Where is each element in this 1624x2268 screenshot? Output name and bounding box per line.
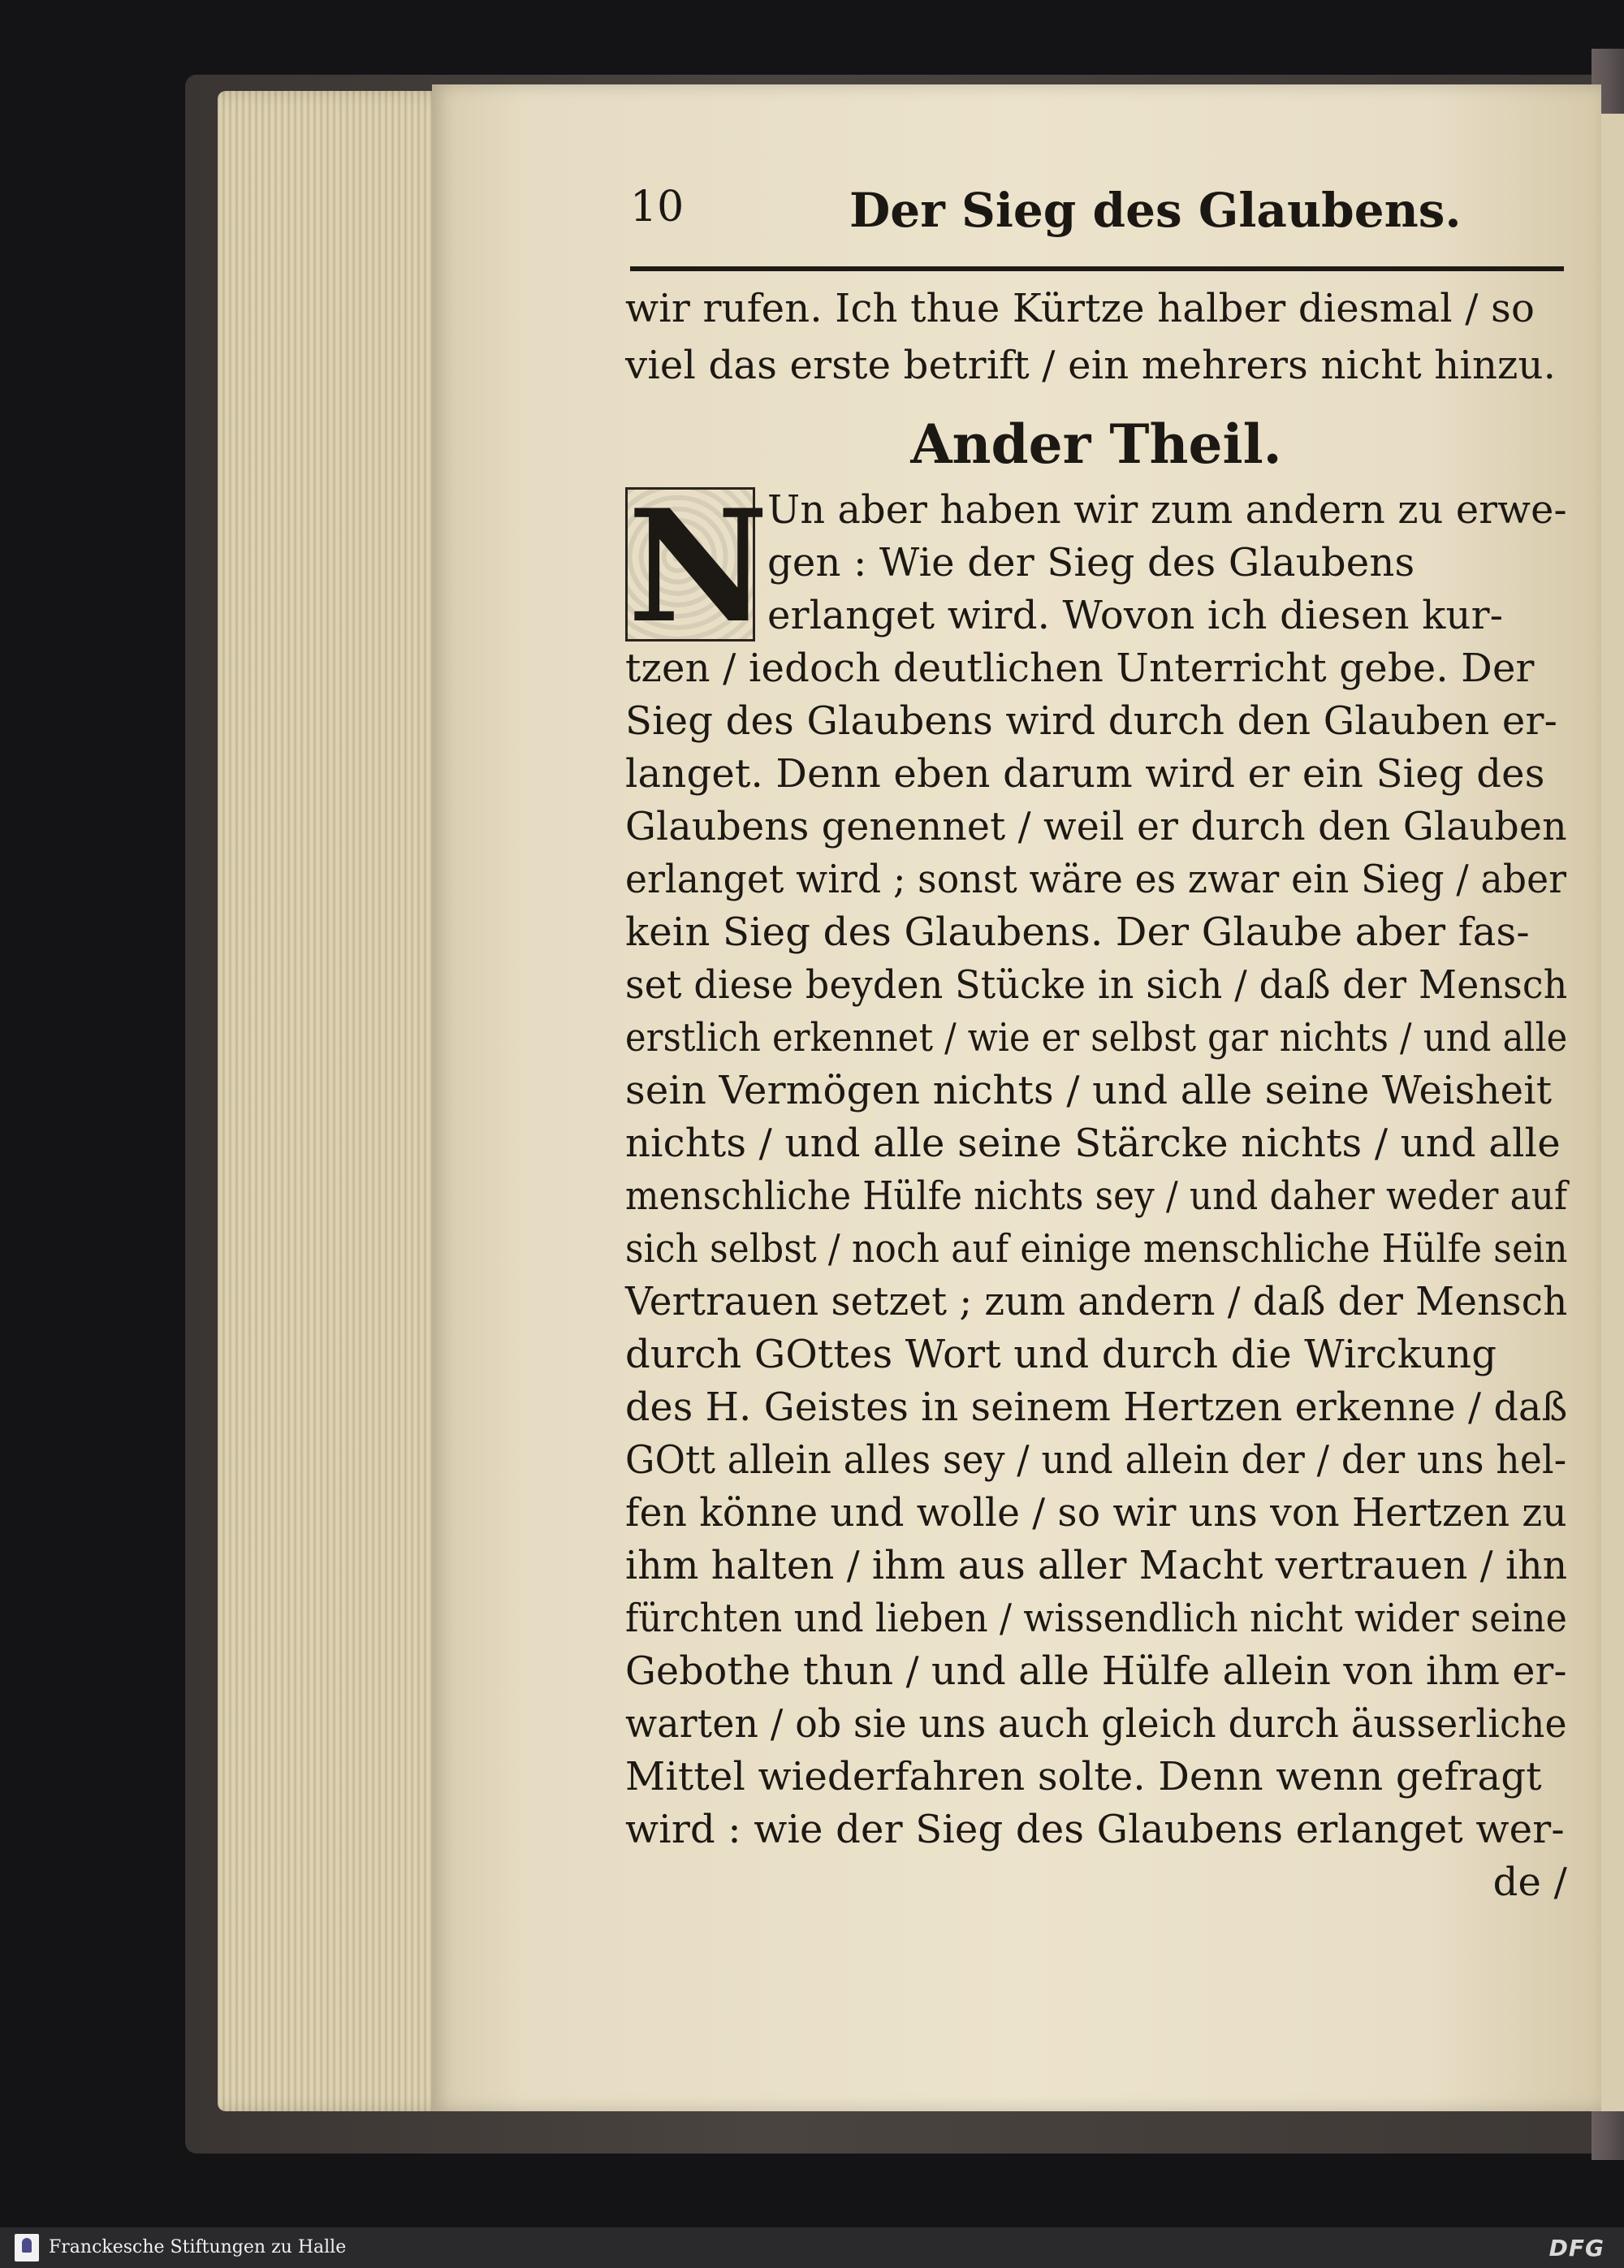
text-line: langet. Denn eben darum wird er ein Sieg des [625, 751, 1545, 797]
drop-cap-initial: N [625, 487, 755, 642]
text-line: des H. Geistes in seinem Hertzen erkenne / daß [625, 1385, 1568, 1430]
text-line: Mittel wiederfahren solte. Denn wenn gefragt [625, 1754, 1542, 1799]
text-line: sein Vermögen nichts / und alle seine Weisheit [625, 1068, 1553, 1113]
facing-page-edge [1601, 114, 1624, 2111]
text-line: sich selbst / noch auf einige menschliche Hülfe sein [625, 1226, 1568, 1272]
text-line: Un aber haben wir zum andern zu erwe- [767, 487, 1567, 533]
text-line: warten / ob sie uns auch gleich durch äusserliche [625, 1701, 1567, 1747]
page-number: 10 [630, 183, 685, 231]
institution-logo-icon [15, 2234, 39, 2262]
page-block-edges [218, 91, 453, 2111]
text-line: GOtt allein alles sey / und allein der / der uns hel- [625, 1437, 1567, 1483]
running-title: Der Sieg des Glaubens. [849, 183, 1462, 238]
text-line: gen : Wie der Sieg des Glaubens [767, 540, 1415, 585]
text-line: fürchten und lieben / wissendlich nicht wider seine [625, 1596, 1567, 1641]
text-line: Glaubens genennet / weil er durch den Glauben [625, 804, 1567, 849]
funder-logo: DFG [1548, 2235, 1605, 2262]
text-line: set diese beyden Stücke in sich / daß der Mensch [625, 962, 1568, 1008]
text-line: erlanget wird ; sonst wäre es zwar ein Sieg / aber [625, 857, 1567, 902]
footer-bar [0, 2227, 1624, 2268]
text-line: durch GOttes Wort und durch die Wirckung [625, 1332, 1497, 1377]
section-heading: Ander Theil. [910, 413, 1282, 476]
header-rule [630, 266, 1564, 271]
text-line: menschliche Hülfe nichts sey / und daher weder auf [625, 1173, 1568, 1219]
text-line: tzen / iedoch deutlichen Unterricht gebe. Der [625, 646, 1535, 691]
intro-line: viel das erste betrift / ein mehrers nicht hinzu. [625, 343, 1557, 388]
text-line: wird : wie der Sieg des Glaubens erlanget wer- [625, 1807, 1565, 1852]
catchword: de / [1492, 1860, 1567, 1905]
text-line: nichts / und alle seine Stärcke nichts / und alle [625, 1121, 1561, 1166]
text-line: Sieg des Glaubens wird durch den Glauben er- [625, 698, 1558, 744]
text-line: fen könne und wolle / so wir uns von Hertzen zu [625, 1490, 1567, 1536]
text-line: kein Sieg des Glaubens. Der Glaube aber fas- [625, 909, 1530, 955]
text-line: Gebothe thun / und alle Hülfe allein von ihm er- [625, 1648, 1567, 1694]
text-line: Vertrauen setzet ; zum andern / daß der Mensch [625, 1279, 1568, 1324]
intro-line: wir rufen. Ich thue Kürtze halber diesmal / so [625, 286, 1535, 331]
text-line: erlanget wird. Wovon ich diesen kur- [767, 593, 1504, 638]
page-header [630, 183, 1564, 256]
text-line: ihm halten / ihm aus aller Macht vertrauen / ihn [625, 1543, 1568, 1588]
institution-name: Franckesche Stiftungen zu Halle [49, 2237, 347, 2257]
text-line: erstlich erkennet / wie er selbst gar nichts / und alle [625, 1015, 1568, 1061]
